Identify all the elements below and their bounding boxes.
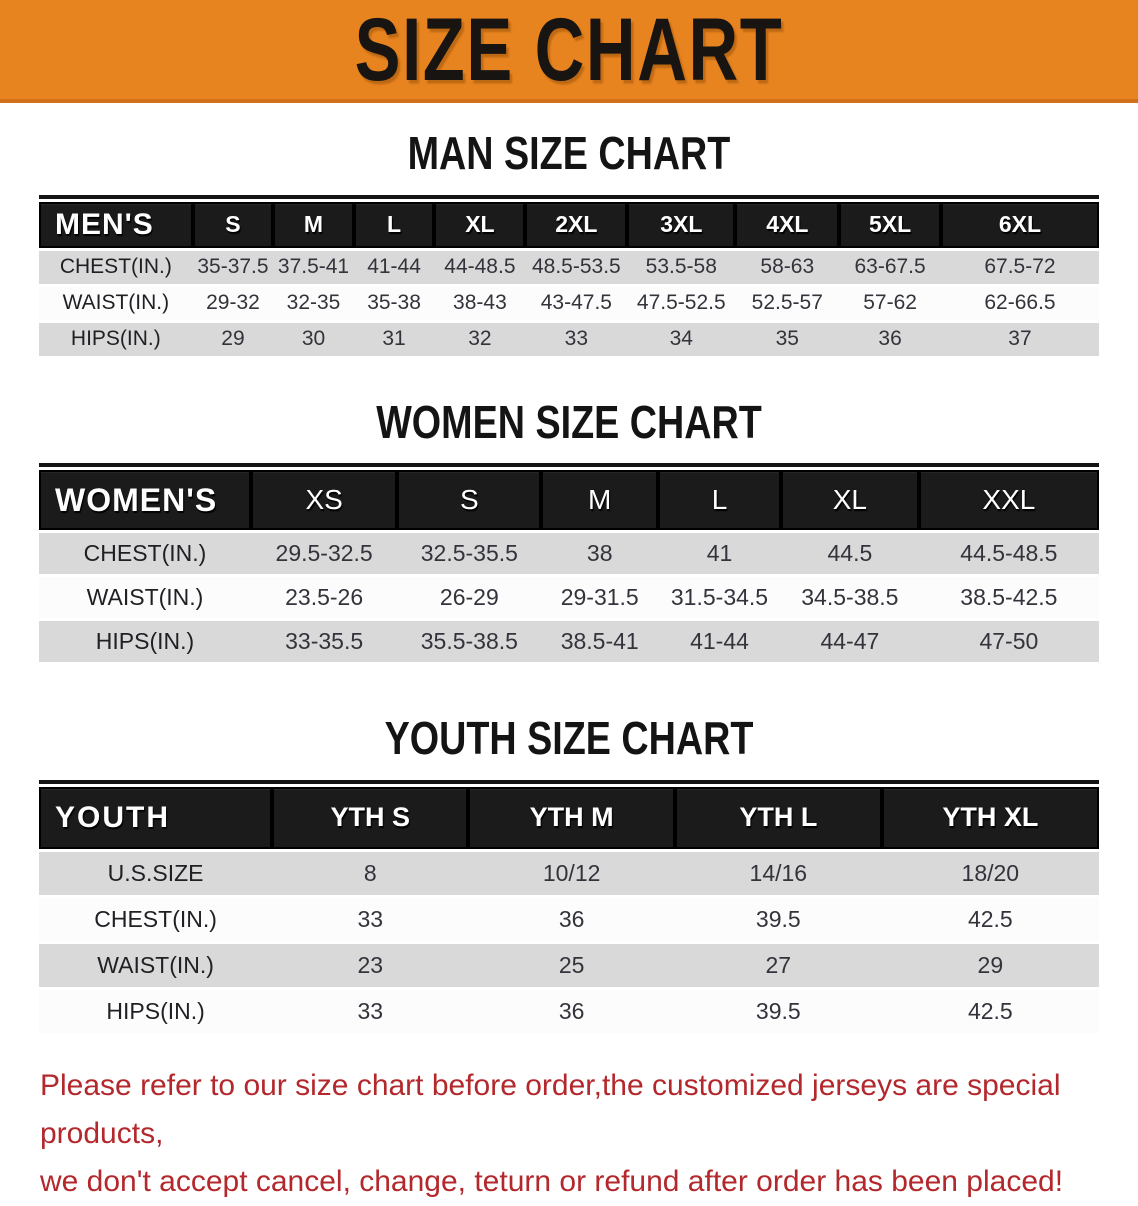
size-value: 23 [272,944,468,987]
size-value: 31 [354,323,435,356]
size-value: 38 [541,533,658,574]
men-header-label: MEN'S [39,202,193,248]
size-value: 43-47.5 [525,287,627,320]
size-value: 33 [272,990,468,1033]
size-value: 34 [627,323,735,356]
size-value: 42.5 [882,898,1099,941]
men-size-table [39,195,1099,359]
row-label: CHEST(IN.) [39,251,193,284]
size-value: 38.5-41 [541,621,658,662]
size-value: 27 [675,944,882,987]
size-column-header: 2XL [525,202,627,248]
youth-hips-row [39,990,1099,1033]
size-value: 38.5-42.5 [919,577,1099,618]
size-value: 36 [468,990,675,1033]
size-value: 58-63 [735,251,839,284]
women-section [0,359,1138,666]
size-value: 29 [882,944,1099,987]
size-value: 42.5 [882,990,1099,1033]
size-column-header: L [354,202,435,248]
size-value: 47.5-52.5 [627,287,735,320]
men-waist-row [39,287,1099,320]
size-value: 41-44 [354,251,435,284]
size-value: 35 [735,323,839,356]
size-value: 52.5-57 [735,287,839,320]
row-label: CHEST(IN.) [39,898,272,941]
size-column-header: S [193,202,274,248]
size-value: 44.5 [781,533,919,574]
size-value: 26-29 [397,577,541,618]
men-hips-row [39,323,1099,356]
youth-section [0,665,1138,1036]
size-value: 41-44 [658,621,781,662]
men-chest-row [39,251,1099,284]
size-column-header: YTH S [272,787,468,849]
size-column-header: M [273,202,354,248]
size-value: 29-31.5 [541,577,658,618]
size-column-header: 4XL [735,202,839,248]
youth-chest-row [39,898,1099,941]
size-column-header: M [541,470,658,530]
size-value: 37.5-41 [273,251,354,284]
youth-header-row [39,787,1099,849]
size-value: 37 [941,323,1099,356]
size-value: 35-37.5 [193,251,274,284]
women-header-row [39,470,1099,530]
size-column-header: 5XL [839,202,941,248]
youth-ussize-row [39,852,1099,895]
size-value: 67.5-72 [941,251,1099,284]
women-chest-row [39,533,1099,574]
size-chart-banner [0,0,1138,103]
size-column-header: XS [251,470,397,530]
size-value: 30 [273,323,354,356]
size-value: 47-50 [919,621,1099,662]
size-value: 29 [193,323,274,356]
size-value: 44-48.5 [434,251,525,284]
size-value: 41 [658,533,781,574]
youth-size-table [39,780,1099,1036]
men-section-heading: MAN SIZE CHART [407,127,731,179]
size-value: 63-67.5 [839,251,941,284]
size-value: 33 [272,898,468,941]
row-label: HIPS(IN.) [39,990,272,1033]
banner-title: SIZE CHART [354,0,784,100]
size-value: 25 [468,944,675,987]
row-label: WAIST(IN.) [39,944,272,987]
size-column-header: 6XL [941,202,1099,248]
men-section [0,103,1138,359]
size-value: 32-35 [273,287,354,320]
size-value: 10/12 [468,852,675,895]
youth-waist-row [39,944,1099,987]
size-column-header: YTH L [675,787,882,849]
size-value: 33 [525,323,627,356]
men-header-row [39,202,1099,248]
size-column-header: XL [781,470,919,530]
disclaimer-line-1: Please refer to our size chart before order,the customized jerseys are special products, [40,1068,1061,1150]
women-hips-row [39,621,1099,662]
size-value: 31.5-34.5 [658,577,781,618]
size-value: 44.5-48.5 [919,533,1099,574]
women-section-heading: WOMEN SIZE CHART [376,395,762,448]
size-value: 44-47 [781,621,919,662]
size-value: 8 [272,852,468,895]
size-value: 62-66.5 [941,287,1099,320]
size-value: 29.5-32.5 [251,533,397,574]
size-value: 18/20 [882,852,1099,895]
youth-header-label: YOUTH [39,787,272,849]
size-column-header: L [658,470,781,530]
size-value: 36 [839,323,941,356]
women-header-label: WOMEN'S [39,470,251,530]
row-label: WAIST(IN.) [39,287,193,320]
size-column-header: YTH M [468,787,675,849]
size-value: 34.5-38.5 [781,577,919,618]
size-value: 39.5 [675,898,882,941]
size-value: 32.5-35.5 [397,533,541,574]
size-column-header: S [397,470,541,530]
size-value: 35.5-38.5 [397,621,541,662]
size-value: 14/16 [675,852,882,895]
women-waist-row [39,577,1099,618]
size-value: 48.5-53.5 [525,251,627,284]
size-column-header: XXL [919,470,1099,530]
size-column-header: XL [434,202,525,248]
size-value: 36 [468,898,675,941]
size-value: 29-32 [193,287,274,320]
row-label: WAIST(IN.) [39,577,251,618]
row-label: U.S.SIZE [39,852,272,895]
youth-section-heading: YOUTH SIZE CHART [384,712,754,765]
row-label: CHEST(IN.) [39,533,251,574]
size-value: 53.5-58 [627,251,735,284]
row-label: HIPS(IN.) [39,621,251,662]
size-value: 33-35.5 [251,621,397,662]
size-value: 39.5 [675,990,882,1033]
size-value: 35-38 [354,287,435,320]
size-value: 38-43 [434,287,525,320]
size-column-header: 3XL [627,202,735,248]
size-value: 32 [434,323,525,356]
disclaimer [40,1062,1118,1206]
row-label: HIPS(IN.) [39,323,193,356]
disclaimer-line-2: we don't accept cancel, change, teturn or refund after order has been placed! [40,1164,1064,1198]
size-value: 23.5-26 [251,577,397,618]
women-size-table [39,463,1099,665]
size-value: 57-62 [839,287,941,320]
size-column-header: YTH XL [882,787,1099,849]
